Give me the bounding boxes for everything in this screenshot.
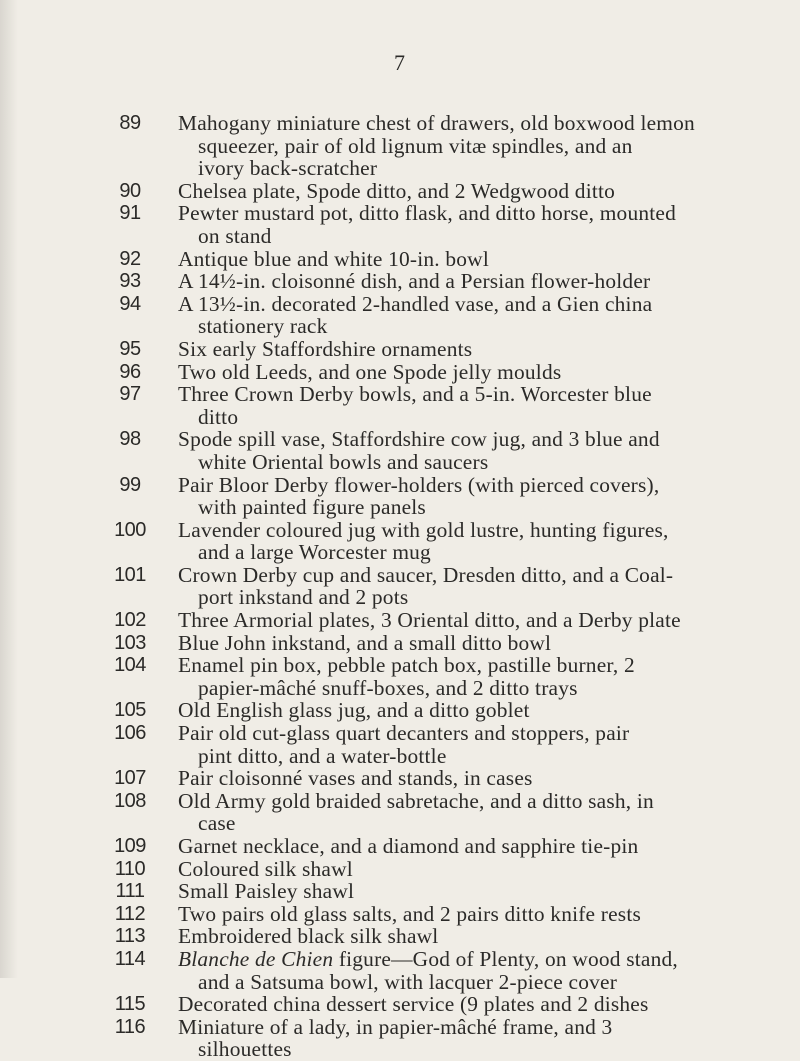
- lot-description-line: [178, 948, 792, 971]
- lot-description-line: Garnet necklace, and a diamond and sapphire tie-pin: [178, 834, 639, 858]
- lot-description-line: white Oriental bowls and saucers: [198, 449, 489, 474]
- lot-description-line: Two pairs old glass salts, and 2 pairs ditto knife rests: [178, 901, 642, 926]
- lot-description-line: squeezer, pair of old lignum vitæ spindles, and an: [198, 133, 633, 158]
- lot-description: [178, 722, 792, 767]
- lot-entry: [82, 383, 792, 428]
- lot-description: [178, 202, 792, 247]
- lot-description-line: silhouettes: [198, 1037, 292, 1061]
- lot-entry: [82, 903, 792, 926]
- lot-entry: [82, 722, 792, 767]
- lot-entry: [82, 880, 792, 903]
- lot-description: [178, 632, 792, 655]
- lot-description: [178, 361, 792, 384]
- lot-description: [178, 880, 792, 903]
- lot-entry: [82, 1016, 792, 1061]
- lot-number: 102: [114, 609, 146, 632]
- lot-description-line-rest: figure—God of Plenty, on wood stand,: [333, 946, 678, 971]
- lot-description-line: stationery rack: [198, 314, 328, 339]
- lot-description-line: and a large Worcester mug: [198, 540, 431, 565]
- lot-number: 90: [119, 179, 141, 202]
- lot-description-line: Coloured silk shawl: [178, 856, 353, 881]
- lot-description-line: A 14½-in. cloisonné dish, and a Persian flower-holder: [178, 269, 651, 294]
- lot-description-line: Pewter mustard pot, ditto flask, and ditto horse, mounted: [178, 201, 676, 226]
- lot-description: [178, 767, 792, 790]
- lot-number: 113: [114, 925, 146, 948]
- lot-description: [178, 948, 792, 993]
- lot-description: [178, 790, 792, 835]
- lot-number: 115: [114, 993, 146, 1016]
- lot-description: [178, 564, 792, 609]
- lot-description: [178, 180, 792, 203]
- lot-description: [178, 248, 792, 271]
- lot-description: [178, 428, 792, 473]
- lot-number: 101: [114, 563, 146, 586]
- lot-description: [178, 474, 792, 519]
- lot-description: [178, 293, 792, 338]
- lot-description-line: Miniature of a lady, in papier-mâché frame, and 3: [178, 1014, 613, 1039]
- lot-description-line: port inkstand and 2 pots: [198, 585, 409, 610]
- lot-description: [178, 338, 792, 361]
- lot-italic-title: Blanche de Chien: [178, 946, 334, 971]
- lot-description-line: Chelsea plate, Spode ditto, and 2 Wedgwood ditto: [178, 178, 616, 203]
- lot-description-line: Old Army gold braided sabretache, and a ditto sash, in: [178, 788, 654, 813]
- lot-entry: [82, 858, 792, 881]
- lot-number: 105: [114, 699, 146, 722]
- lot-description-line: ditto: [198, 404, 239, 429]
- lot-number: 106: [114, 722, 146, 745]
- lot-number: 108: [114, 789, 146, 812]
- lot-description-line: Decorated china dessert service (9 plates and 2 dishes: [178, 992, 649, 1017]
- lot-description-line: pint ditto, and a water-bottle: [198, 743, 447, 768]
- lot-entry: [82, 202, 792, 247]
- lot-description-line: Antique blue and white 10-in. bowl: [178, 246, 489, 271]
- lot-description-line: Lavender coloured jug with gold lustre, hunting figures,: [178, 517, 669, 542]
- lot-entry: [82, 632, 792, 655]
- lot-number: 114: [114, 947, 146, 970]
- lot-entry: [82, 790, 792, 835]
- lot-entry: [82, 654, 792, 699]
- lot-description: [178, 925, 792, 948]
- lot-number: 99: [119, 473, 141, 496]
- lot-description-line: Mahogany miniature chest of drawers, old boxwood lemon: [178, 111, 695, 135]
- lot-entry: [82, 925, 792, 948]
- lot-description: [178, 835, 792, 858]
- lot-description-line: Old English glass jug, and a ditto goblet: [178, 698, 530, 723]
- lot-description-line: Three Crown Derby bowls, and a 5-in. Worcester blue: [178, 382, 652, 407]
- lot-description-line: Pair old cut-glass quart decanters and stoppers, pair: [178, 721, 630, 746]
- lot-number: 96: [119, 360, 141, 383]
- lot-description: [178, 609, 792, 632]
- lot-description: [178, 654, 792, 699]
- lot-number: 100: [114, 518, 146, 541]
- lot-description-line: Enamel pin box, pebble patch box, pastille burner, 2: [178, 653, 635, 678]
- lot-description-line: Three Armorial plates, 3 Oriental ditto, and a Derby plate: [178, 608, 681, 633]
- lot-entry: [82, 248, 792, 271]
- lot-number: 110: [114, 857, 146, 880]
- lot-description: [178, 993, 792, 1016]
- lot-description-line: Embroidered black silk shawl: [178, 924, 439, 949]
- lot-entry: [82, 993, 792, 1016]
- page-number: 7: [394, 50, 406, 75]
- lot-entry: [82, 699, 792, 722]
- lot-description: [178, 112, 792, 180]
- lot-description-line: Two old Leeds, and one Spode jelly moulds: [178, 359, 562, 384]
- lot-entry: [82, 948, 792, 993]
- lot-description: [178, 903, 792, 926]
- lot-entry: [82, 835, 792, 858]
- lot-description-line: Crown Derby cup and saucer, Dresden ditto, and a Coal-: [178, 562, 674, 587]
- lot-entry: [82, 609, 792, 632]
- lot-number: 97: [119, 383, 141, 406]
- lot-description-line: Small Paisley shawl: [178, 879, 355, 904]
- lot-number: 103: [114, 631, 146, 654]
- lot-number: 109: [114, 835, 146, 857]
- lot-description: [178, 858, 792, 881]
- lot-list: [82, 112, 792, 1061]
- lot-description-line: papier-mâché snuff-boxes, and 2 ditto trays: [198, 675, 578, 700]
- lot-number: 95: [119, 337, 141, 360]
- lot-entry: [82, 180, 792, 203]
- lot-description-line: Six early Staffordshire ornaments: [178, 336, 473, 361]
- lot-entry: [82, 564, 792, 609]
- lot-entry: [82, 293, 792, 338]
- lot-number: 116: [114, 1015, 146, 1038]
- lot-number: 92: [119, 247, 141, 270]
- lot-description-line: case: [198, 811, 236, 836]
- lot-description-line: A 13½-in. decorated 2-handled vase, and a Gien china: [178, 291, 653, 316]
- lot-number: 112: [114, 902, 146, 925]
- lot-entry: [82, 519, 792, 564]
- lot-description-line: ivory back-scratcher: [198, 156, 378, 181]
- lot-description-line: and a Satsuma bowl, with lacquer 2-piece cover: [198, 969, 618, 994]
- lot-description-line: Spode spill vase, Staffordshire cow jug, and 3 blue and: [178, 427, 660, 452]
- lot-description: [178, 383, 792, 428]
- lot-number: 107: [114, 767, 146, 790]
- lot-number: 89: [119, 112, 141, 134]
- lot-number: 94: [119, 292, 141, 315]
- lot-entry: [82, 474, 792, 519]
- lot-description-line: on stand: [198, 223, 272, 248]
- lot-description-line: Pair Bloor Derby flower-holders (with pierced covers),: [178, 472, 660, 497]
- lot-description-line: with painted figure panels: [198, 495, 426, 520]
- lot-number: 104: [114, 654, 146, 677]
- lot-description: [178, 270, 792, 293]
- lot-entry: [82, 428, 792, 473]
- lot-entry: [82, 361, 792, 384]
- lot-entry: [82, 112, 792, 180]
- page-edge-shadow: [0, 0, 18, 978]
- lot-number: 111: [115, 880, 145, 903]
- lot-number: 93: [119, 270, 141, 293]
- lot-number: 91: [119, 202, 141, 225]
- lot-description: [178, 1016, 792, 1061]
- lot-description-line: Blue John inkstand, and a small ditto bowl: [178, 630, 552, 655]
- lot-description: [178, 519, 792, 564]
- lot-entry: [82, 270, 792, 293]
- lot-entry: [82, 338, 792, 361]
- lot-entry: [82, 767, 792, 790]
- lot-description-line: Pair cloisonné vases and stands, in cases: [178, 766, 533, 791]
- lot-number: 98: [119, 428, 141, 451]
- lot-description: [178, 699, 792, 722]
